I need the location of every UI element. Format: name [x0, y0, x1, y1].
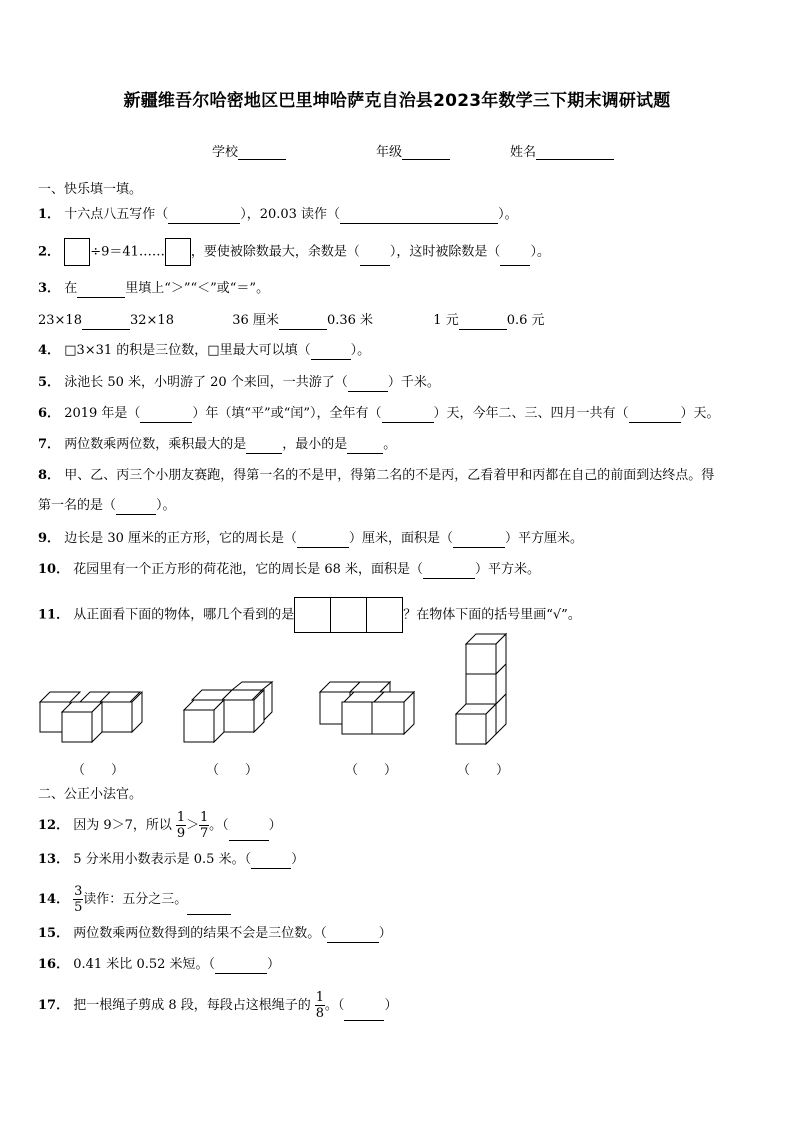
question-text: 读作：五分之三。: [83, 892, 188, 907]
question-10: [38, 561, 540, 579]
question-number: 1．: [38, 207, 61, 222]
question-text: 0.41 米比 0.52 米短。（: [73, 957, 216, 972]
answer-bracket-2[interactable]: （ ）: [206, 763, 259, 778]
answer-blank: [77, 284, 125, 298]
question-number: 14．: [38, 892, 70, 907]
compare-right: 0.6 元: [506, 313, 545, 328]
numerator: 3: [74, 884, 83, 899]
question-text: 。（: [209, 818, 229, 833]
question-15: [38, 925, 392, 943]
answer-blank[interactable]: [360, 252, 390, 266]
question-text: 两位数乘两位数，乘积最大的是: [64, 437, 247, 452]
question-text: ）: [384, 998, 398, 1013]
answer-bracket-3[interactable]: （ ）: [345, 763, 398, 778]
page-title: 新疆维吾尔哈密地区巴里坤哈萨克自治县2023年数学三下期末调研试题: [123, 91, 671, 111]
question-number: 17．: [38, 998, 70, 1013]
question-text: ）。: [156, 498, 176, 513]
question-text: 泳池长 50 米，小明游了 20 个来回，一共游了（: [64, 375, 348, 390]
question-text: 花园里有一个正方形的荷花池，它的周长是 68 米，面积是（: [73, 562, 424, 577]
front-view-figure: [294, 597, 403, 633]
remainder-box[interactable]: [165, 238, 191, 266]
cube-figure-2: [180, 680, 280, 746]
question-number: 8．: [38, 468, 61, 483]
question-text: ）: [291, 852, 305, 867]
denominator: 7: [199, 826, 209, 841]
question-text: 从正面看下面的物体，哪几个看到的是: [73, 607, 295, 623]
question-7: [38, 436, 396, 454]
question-text: ），20.03 读作（: [240, 207, 341, 222]
question-text: ）: [268, 818, 282, 833]
numerator: 1: [315, 990, 325, 1005]
answer-blank[interactable]: [327, 929, 379, 943]
question-number: 2．: [38, 244, 61, 260]
answer-blank[interactable]: [347, 440, 383, 454]
cube-figure-1: [38, 688, 150, 746]
question-text: ）天。: [680, 406, 720, 421]
name-label: 姓名: [510, 145, 537, 160]
question-8-cont: [38, 497, 176, 515]
question-text: 两位数乘两位数得到的结果不会是三位数。（: [73, 926, 327, 941]
question-text: ÷9＝41……: [90, 244, 165, 260]
answer-blank[interactable]: [311, 346, 351, 360]
question-text: □3×31 的积是三位数，□里最大可以填（: [64, 343, 311, 358]
question-number: 6．: [38, 406, 61, 421]
question-number: 4．: [38, 343, 61, 358]
answer-bracket-1[interactable]: （ ）: [72, 763, 125, 778]
compare-right: 0.36 米: [326, 313, 374, 328]
compare-right: 32×18: [129, 313, 174, 328]
question-text: 边长是 30 厘米的正方形，它的周长是（: [64, 531, 297, 546]
question-text: ）厘米，面积是（: [349, 531, 454, 546]
question-text: 5 分米用小数表示是 0.5 米。（: [73, 852, 252, 867]
cube-figure-4: [452, 632, 516, 748]
answer-blank[interactable]: [168, 210, 240, 224]
question-1: [38, 206, 518, 224]
question-2: [38, 238, 550, 266]
answer-blank[interactable]: [423, 565, 475, 579]
question-number: 3．: [38, 281, 61, 296]
question-text: 把一根绳子剪成 8 段，每段占这根绳子的: [73, 998, 311, 1013]
question-text: 在: [64, 281, 78, 296]
fraction: [315, 990, 325, 1021]
answer-blank[interactable]: [340, 210, 498, 224]
fraction: [73, 884, 83, 915]
answer-blank[interactable]: [629, 409, 681, 423]
question-text: 第一名的是（: [38, 498, 117, 513]
name-blank[interactable]: [536, 145, 614, 160]
question-text: ），这时被除数是（: [389, 244, 501, 260]
question-text: ）。: [350, 343, 371, 358]
answer-blank[interactable]: [500, 252, 530, 266]
question-text: ，最小的是: [282, 437, 348, 452]
question-16: [38, 956, 280, 974]
question-text: ）天，今年二、三、四月一共有（: [433, 406, 629, 421]
question-text: ）年（填“平”或“闰”），全年有（: [192, 406, 382, 421]
grade-label: 年级: [376, 145, 403, 160]
fraction: [176, 810, 186, 841]
grade-field[interactable]: [376, 141, 450, 160]
compare-blank[interactable]: [459, 316, 507, 330]
question-number: 11．: [38, 607, 70, 623]
question-number: 9．: [38, 531, 61, 546]
answer-blank[interactable]: [251, 855, 291, 869]
question-number: 10．: [38, 562, 70, 577]
compare-blank[interactable]: [82, 316, 130, 330]
answer-blank[interactable]: [187, 901, 231, 915]
question-text: ）: [267, 957, 281, 972]
question-14: [38, 884, 231, 915]
denominator: 8: [315, 1006, 325, 1021]
school-label: 学校: [212, 145, 239, 160]
denominator: 9: [176, 826, 186, 841]
question-5: [38, 374, 440, 392]
answer-blank[interactable]: [382, 409, 434, 423]
question-text: ）千米。: [387, 375, 440, 390]
numerator: 1: [176, 810, 186, 825]
question-text: ）。: [530, 244, 550, 260]
question-text: ？在物体下面的括号里画“√”。: [403, 607, 581, 623]
compare-left: 36 厘米: [232, 313, 279, 328]
question-3-items: [38, 312, 545, 330]
question-17: [38, 990, 397, 1021]
question-4: [38, 342, 370, 360]
question-8: [38, 467, 714, 485]
question-text: 因为 9＞7，所以: [73, 818, 172, 833]
question-text: 十六点八五写作（: [64, 207, 169, 222]
question-text: ，要使被除数最大，余数是（: [190, 244, 360, 260]
question-text: ）平方米。: [475, 562, 541, 577]
dividend-box[interactable]: [64, 238, 90, 266]
question-9: [38, 530, 583, 548]
compare-left: 1 元: [433, 313, 459, 328]
question-13: [38, 851, 304, 869]
answer-blank[interactable]: [116, 501, 156, 515]
question-11: [38, 597, 581, 633]
section-2-heading: 二、公正小法官。: [38, 787, 143, 802]
question-number: 5．: [38, 375, 61, 390]
fraction: [199, 810, 209, 841]
answer-blank[interactable]: [140, 409, 192, 423]
question-number: 16．: [38, 957, 70, 972]
compare-left: 23×18: [38, 313, 82, 328]
question-text: 。（: [324, 998, 345, 1013]
answer-blank[interactable]: [229, 827, 269, 841]
question-text: ）: [378, 926, 392, 941]
compare-blank[interactable]: [279, 316, 327, 330]
denominator: 5: [74, 900, 83, 915]
question-3: [38, 280, 269, 298]
cube-figure-3: [318, 680, 418, 746]
question-number: 12．: [38, 818, 70, 833]
answer-blank[interactable]: [297, 534, 349, 548]
question-number: 15．: [38, 926, 70, 941]
question-12: [38, 810, 282, 841]
question-number: 7．: [38, 437, 61, 452]
grade-blank[interactable]: [402, 145, 450, 160]
question-text: 2019 年是（: [64, 406, 141, 421]
section-1-heading: 一、快乐填一填。: [38, 182, 143, 197]
answer-blank[interactable]: [215, 960, 267, 974]
answer-bracket-4[interactable]: （ ）: [457, 763, 510, 778]
school-field[interactable]: [212, 141, 286, 160]
school-blank[interactable]: [238, 145, 286, 160]
question-number: 13．: [38, 852, 70, 867]
numerator: 1: [199, 810, 209, 825]
question-6: [38, 405, 720, 423]
answer-blank[interactable]: [246, 440, 282, 454]
name-field[interactable]: [510, 141, 614, 160]
greater-than-sign: ＞: [186, 818, 200, 833]
answer-blank[interactable]: [348, 378, 388, 392]
answer-blank[interactable]: [453, 534, 505, 548]
question-text: 。: [383, 437, 397, 452]
answer-blank[interactable]: [344, 1007, 384, 1021]
question-text: 甲、乙、丙三个小朋友赛跑，得第一名的不是甲，得第二名的不是丙，乙看着甲和丙都在自己的前面到达终点。得: [64, 468, 715, 483]
question-text: ）平方厘米。: [505, 531, 584, 546]
question-text: ）。: [498, 207, 518, 222]
question-text: 里填上“＞”“＜”或“＝”。: [125, 281, 270, 296]
